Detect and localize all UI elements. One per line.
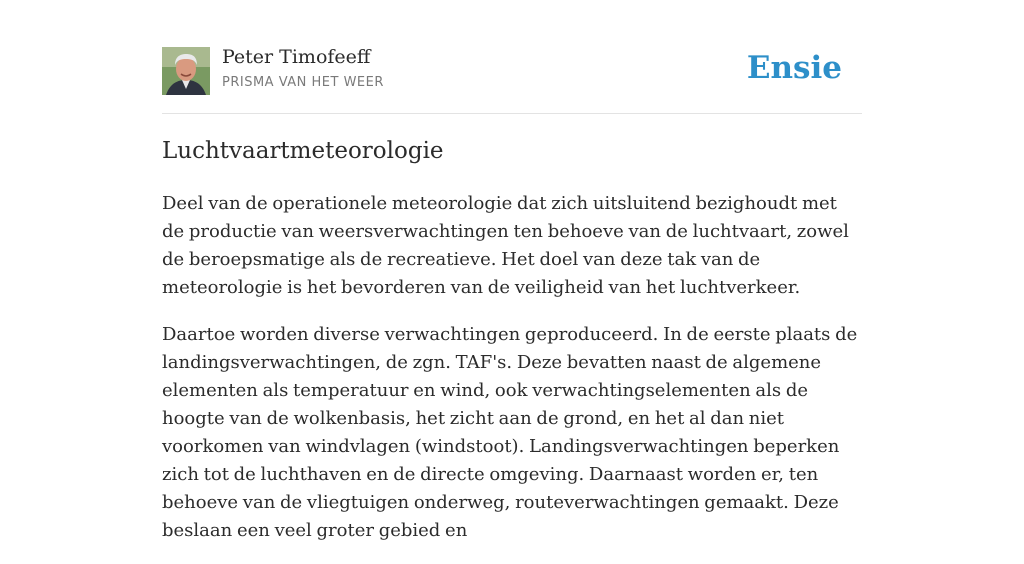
author-avatar[interactable]: [162, 47, 210, 95]
ensie-logo[interactable]: Ensie: [746, 50, 842, 86]
author-subtitle[interactable]: PRISMA VAN HET WEER: [222, 75, 384, 90]
article-title: Luchtvaartmeteorologie: [162, 138, 444, 164]
article-body: [162, 190, 862, 564]
article-header: [162, 46, 862, 96]
avatar-portrait-icon: [162, 47, 210, 95]
header-divider: [162, 113, 862, 114]
author-name[interactable]: Peter Timofeeff: [222, 46, 371, 68]
article-paragraph: Deel van de operationele meteorologie dat zich uitsluitend bezighoudt met de productie van weersverwachtingen ten behoeve van de luchtvaart, zowel de beroepsmatige als de recreatieve. Het doel van deze tak van de meteorologie is het bevorderen van de veiligheid van het luchtverkeer.: [162, 193, 849, 298]
article-paragraph: Daartoe worden diverse verwachtingen geproduceerd. In de eerste plaats de landingsverwachtingen, de zgn. TAF's. Deze bevatten naast de algemene elementen als temperatuur en wind, ook verwachtingselementen als de hoogte van de wolkenbasis, het zicht aan de grond, en het al dan niet voorkomen van windvlagen (windstoot). Landingsverwachtingen beperken zich tot de luchthaven en de directe omgeving. Daarnaast worden er, ten behoeve van de vliegtuigen onderweg, routeverwachtingen gemaakt. Deze beslaan een veel groter gebied en: [162, 324, 858, 541]
